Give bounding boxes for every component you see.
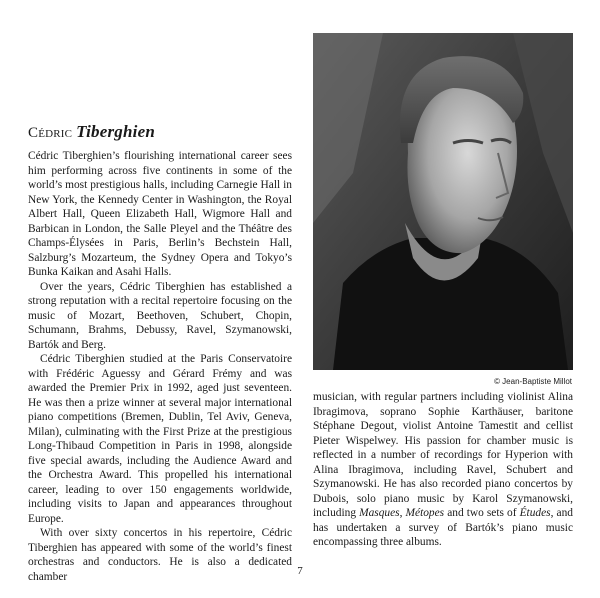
artist-portrait-photo <box>313 33 573 370</box>
paragraph-studies: Cédric Tiberghien studied at the Paris Conservatoire with Frédéric Aguessy and Gérard Frémy and was awarded the Premier Prix in 1992, aged just seventeen. He was then a prize winner at several major international piano competitions (Bremen, Dublin, Tel Aviv, Geneva, Milan), culminating with the First Prize at the prestigious Long-Thibaud Competition in Paris in 1998, alongside five special awards, including the Audience Award and the Orchestra Award. This propelled his international career, leading to over 150 engagements worldwide, including visits to Japan and appearances throughout Europe. <box>28 353 292 525</box>
paragraph-concertos: With over sixty concertos in his repertoire, Cédric Tiberghien has appeared with some of the world’s finest orchestras and conductors. He is also a dedicated chamber <box>28 527 292 583</box>
work-title-masques: Masques <box>359 507 400 519</box>
page-number: 7 <box>297 565 303 577</box>
artist-last-name: Tiberghien <box>76 122 155 141</box>
paragraph-repertoire: Over the years, Cédric Tiberghien has established a strong reputation with a recital repertoire focusing on the music of Mozart, Beethoven, Schubert, Chopin, Schumann, Brahms, Debussy, Ravel, Szymanowski, Bartók and Berg. <box>28 280 292 351</box>
portrait-illustration <box>313 33 573 370</box>
work-title-metopes: Métopes <box>405 507 445 519</box>
paragraph-career: Cédric Tiberghien’s flourishing international career sees him performing across five continents in some of the world’s most prestigious halls, including Carnegie Hall in New York, the Kennedy Center in Washington, the Royal Albert Hall, Queen Elizabeth Hall, Wigmore Hall and Barbican in London, the Salle Pleyel and the Théâtre des Champs-Élysées in Paris, Berlin’s Bechstein Hall, Salzburg’s Mozarteum, the Sydney Opera and Tokyo’s Bunka Kaikan and Asahi Halls. <box>28 150 292 278</box>
chamber-text-part1: musician, with regular partners including violinist Alina Ibragimova, soprano Sophie Karthäuser, baritone Stéphane Degout, violist Antoine Tamestit and cellist Pieter Wispelwey. His passion for chamber music is reflected in a number of recordings for Hyperion with Alina Ibragimova, including Ravel, Schubert and Szymanowski. He has also recorded piano concertos by Dubois, solo piano music by Karol Szymanowski, including <box>313 391 573 519</box>
biography-right-column <box>313 390 573 550</box>
artist-first-name: Cédric <box>28 125 73 141</box>
photo-credit: © Jean-Baptiste Millot <box>494 377 572 386</box>
chamber-text-part3: , and has undertaken a survey of Bartók’s piano music encompassing three albums. <box>313 507 573 548</box>
chamber-text-part2: and two sets of <box>444 507 520 519</box>
artist-heading <box>28 123 292 142</box>
chamber-text-sep1: , <box>399 507 406 519</box>
biography-left-column <box>28 123 292 584</box>
paragraph-chamber-music <box>313 390 573 550</box>
work-title-etudes: Études <box>519 507 551 519</box>
